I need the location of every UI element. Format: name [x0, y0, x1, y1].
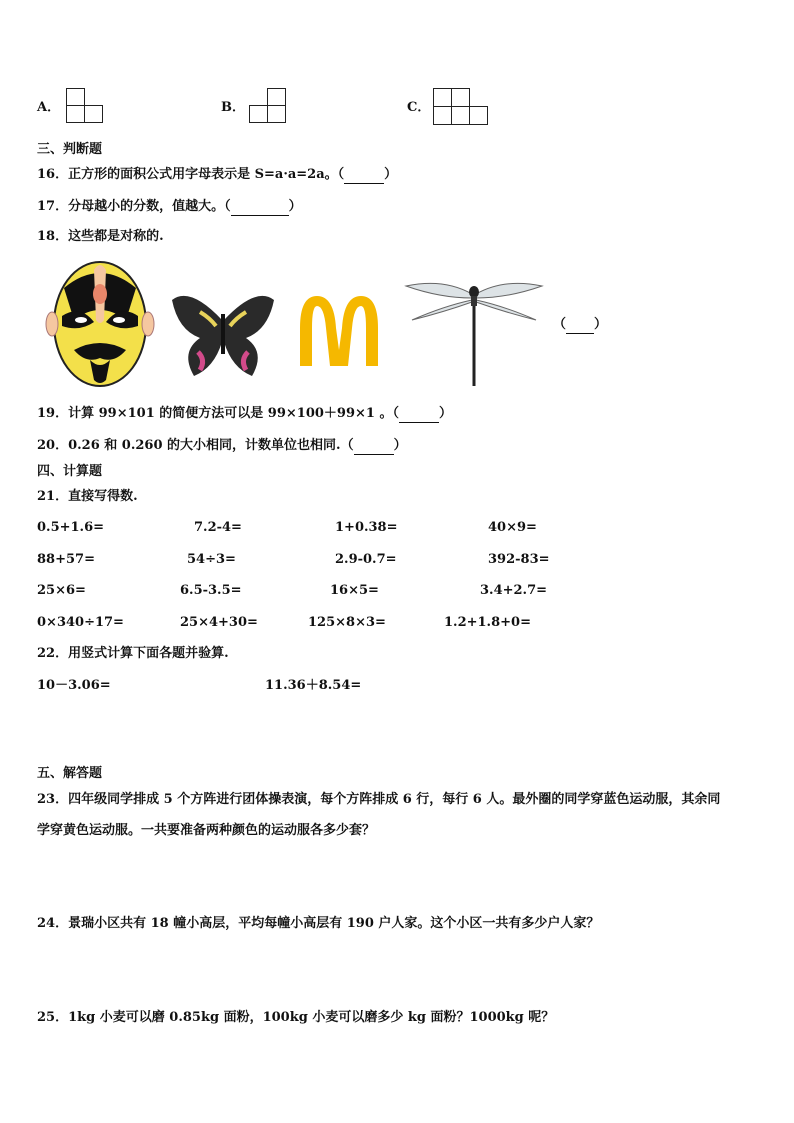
- option-a-figure: [66, 88, 104, 124]
- calc-cell: 125×8×3=: [308, 615, 386, 630]
- calc-cell: 1+0.38=: [335, 520, 398, 535]
- calc-cell: 16×5=: [330, 583, 379, 598]
- calc-cell: 6.5-3.5=: [180, 583, 242, 598]
- calc-cell: 0.5+1.6=: [37, 520, 105, 535]
- answer-blank-20[interactable]: [354, 438, 394, 455]
- calc-cell: 7.2-4=: [194, 520, 242, 535]
- option-b-label: B．: [221, 100, 245, 115]
- question-20-close: ）: [393, 438, 407, 453]
- vertical-calc-item: 10－3.06=: [37, 678, 111, 693]
- option-c-figure: [433, 88, 489, 126]
- section-judge-heading: 三、判断题: [37, 142, 103, 157]
- vertical-calc-item: 11.36＋8.54=: [265, 678, 362, 693]
- calc-cell: 54÷3=: [187, 552, 236, 567]
- question-16: [37, 167, 397, 184]
- question-18-text: 18．这些都是对称的.: [37, 229, 164, 244]
- answer-blank-17[interactable]: [231, 199, 289, 216]
- question-25-text: 25．1kg 小麦可以磨 0.85kg 面粉，100kg 小麦可以磨多少 kg 面粉？1000kg 呢？: [37, 1010, 555, 1025]
- question-16-text: 16．正方形的面积公式用字母表示是 S=a·a=2a。（: [37, 167, 345, 182]
- mcdonalds-logo-image: [296, 294, 382, 368]
- section-solve-heading: 五、解答题: [37, 766, 103, 781]
- question-20: [37, 438, 407, 455]
- question-23-line2: 学穿黄色运动服。一共要准备两种颜色的运动服各多少套？: [37, 823, 376, 838]
- answer-blank-16[interactable]: [344, 167, 384, 184]
- question-20-text: 20．0.26 和 0.260 的大小相同，计数单位也相同.（: [37, 438, 354, 453]
- section-calc-heading: 四、计算题: [37, 464, 103, 479]
- question-16-close: ）: [384, 167, 398, 182]
- option-c-label: C．: [407, 100, 431, 115]
- calc-cell: 3.4+2.7=: [480, 583, 548, 598]
- question-23-line1: 23．四年级同学排成 5 个方阵进行团体操表演，每个方阵排成 6 行，每行 6 人。最外圈的同学穿蓝色运动服，其余同: [37, 792, 721, 807]
- calc-cell: 25×6=: [37, 583, 86, 598]
- dragonfly-image: [404, 272, 544, 390]
- option-b-figure: [249, 88, 287, 124]
- question-21-text: 21．直接写得数.: [37, 489, 138, 504]
- question-24-text: 24．景瑞小区共有 18 幢小高层，平均每幢小高层有 190 户人家。这个小区一共有多少户人家？: [37, 916, 600, 931]
- calc-cell: 88+57=: [37, 552, 95, 567]
- answer-blank-18[interactable]: [566, 317, 594, 334]
- question-18-answer: [553, 317, 607, 334]
- question-19: [37, 406, 452, 423]
- calc-cell: 25×4+30=: [180, 615, 258, 630]
- calc-cell: 0×340÷17=: [37, 615, 124, 630]
- peking-opera-mask-image: [44, 260, 156, 388]
- question-19-close: ）: [438, 406, 452, 421]
- question-18-close: ）: [594, 317, 608, 332]
- calc-cell: 2.9-0.7=: [335, 552, 397, 567]
- question-22-text: 22．用竖式计算下面各题并验算.: [37, 646, 229, 661]
- question-17-text: 17．分母越小的分数，值越大。（: [37, 199, 231, 214]
- calc-cell: 392-83=: [488, 552, 550, 567]
- answer-blank-19[interactable]: [399, 406, 439, 423]
- question-17: [37, 199, 302, 216]
- question-19-text: 19．计算 99×101 的简便方法可以是 99×100＋99×1 。（: [37, 406, 399, 421]
- calc-cell: 1.2+1.8+0=: [444, 615, 531, 630]
- calc-cell: 40×9=: [488, 520, 537, 535]
- question-18-open: （: [553, 317, 567, 332]
- option-a-label: A．: [37, 100, 61, 115]
- butterfly-image: [170, 290, 276, 382]
- question-17-close: ）: [288, 199, 302, 214]
